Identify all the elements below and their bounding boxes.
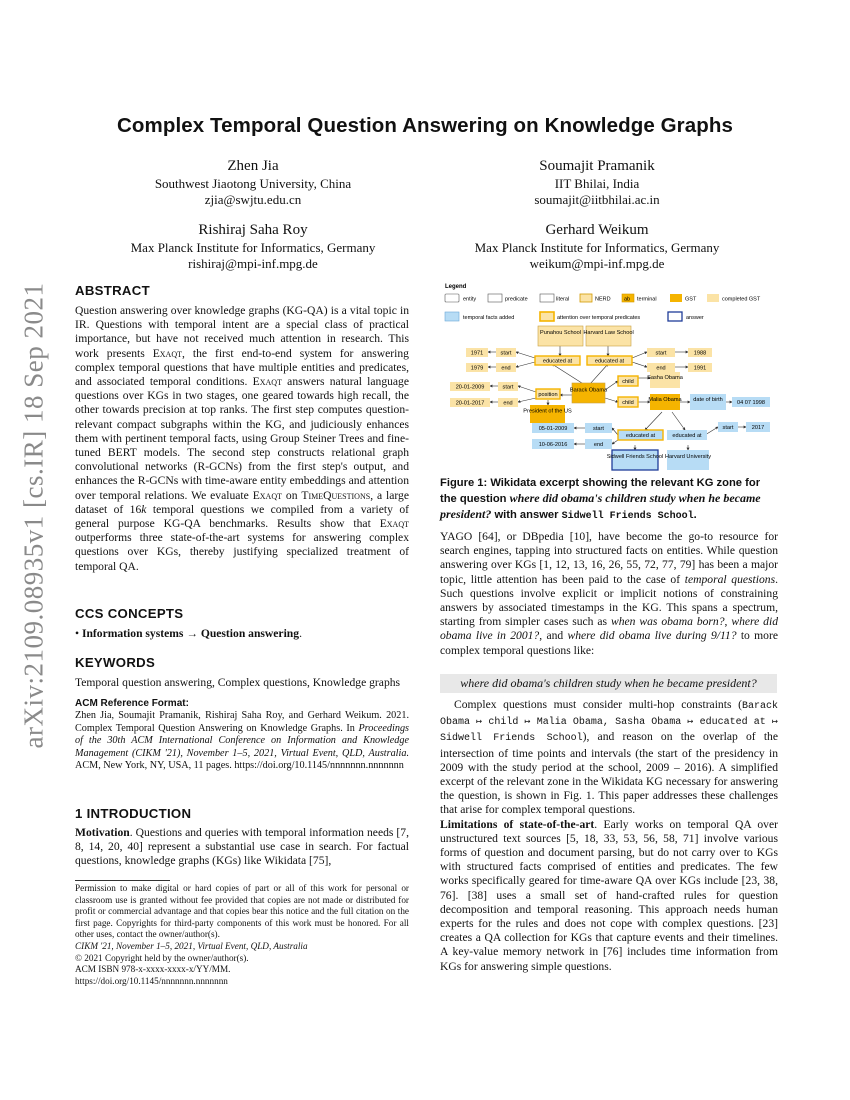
right-para-1 (440, 530, 778, 658)
node-end-5-label: end (593, 442, 604, 448)
node-1991-label: 1991 (693, 365, 707, 372)
legend-gst: GST (685, 296, 697, 303)
system-name: Exaqt (152, 346, 183, 360)
acm-ref-rest[interactable]: ACM, New York, NY, USA, 11 pages. https://doi.org/10.1145/nnnnnnn.nnnnnnn (75, 760, 404, 772)
node-malia-label: Malia Obama (648, 397, 682, 403)
footnote-doi[interactable]: https://doi.org/10.1145/nnnnnnn.nnnnnnn (75, 975, 228, 986)
author-block-2 (452, 156, 742, 208)
node-date-0501-label: 05-01-2009 (538, 426, 568, 432)
rc-text: to more complex temporal questions like: (440, 629, 778, 657)
legend-predicate: predicate (505, 296, 528, 303)
caption-end: . (693, 509, 697, 521)
node-child-2-label: child (622, 400, 634, 406)
ccs-text (75, 627, 409, 641)
author-affiliation: Max Planck Institute for Informatics, Germany (130, 240, 376, 255)
node-president-label: President of the US (523, 408, 572, 415)
node-start-1-label: start (500, 350, 512, 357)
caption-label: Figure 1: Wikidata excerpt showing the relevant KG zone for the question (440, 477, 761, 505)
caption-mid: with answer (491, 509, 562, 521)
system-name: Exaqt (252, 488, 282, 502)
figure-caption (440, 476, 778, 524)
abstract-heading: ABSTRACT (75, 283, 150, 298)
rc-text: . Early works on temporal QA over unstructured text sources [5, 18, 33, 53, 56, 58, 71] involve various forms of question and document parsing, but do not carry over to KGs with structured facts comprised of entities and predicates. The few works specifically geared for time-aware QA over KGs include [23, 38, 76]. [38] uses a small set of hand-crafted rules for question decomposition and temporal reasoning. This approach needs human experts for the rules and does not cope with complex questions. [23] creates a QA collection for KGs that capture events and their timelines. A key-value memory network in [76] includes time information from KGs for answering simple questions. (440, 817, 778, 973)
intro-heading: 1 INTRODUCTION (75, 806, 192, 821)
rc-question: when was obama born? (610, 615, 725, 629)
acm-ref-heading: ACM Reference Format: (75, 698, 189, 709)
node-date-1006-label: 10-06-2016 (538, 442, 568, 448)
footnote-copyright: © 2021 Copyright held by the owner/author(s). (75, 952, 249, 963)
arxiv-stamp (14, 282, 54, 748)
node-educated-at-3-label: educated at (625, 433, 656, 439)
node-end-2-label: end (656, 365, 666, 372)
node-date-2017-label: 20-01-2017 (455, 400, 485, 407)
intro-lead: Motivation (75, 826, 130, 839)
node-harvard-law (586, 326, 631, 346)
node-educated-at-4-label: educated at (672, 433, 702, 439)
legend-nerd: NERD (595, 296, 611, 303)
rc-text: Complex questions must consider multi-hop constraints ( (454, 698, 742, 711)
node-start-2-label: start (655, 350, 667, 357)
author-email[interactable]: soumajit@iitbhilai.ac.in (534, 192, 660, 207)
dataset-name: TimeQuestions (301, 488, 371, 502)
legend-gst-swatch (670, 294, 682, 302)
example-query-box: where did obama's children study when he became president? (440, 674, 777, 693)
intro-body: . Questions and queries with temporal information needs [7, 8, 14, 20, 40] represent a substantial use case in search. For factual questions, knowledge graphs (KGs) like Wikidata [75], (75, 826, 409, 868)
intro-text (75, 826, 409, 869)
node-start-4-label: start (722, 425, 734, 431)
ccs-heading: CCS CONCEPTS (75, 606, 184, 621)
rc-text: , (724, 615, 732, 629)
author-name: Gerhard Weikum (545, 222, 649, 238)
legend-terminal: terminal (637, 296, 657, 303)
author-name: Rishiraj Saha Roy (198, 222, 308, 238)
legend-completed-gst: completed GST (722, 296, 761, 303)
author-affiliation: IIT Bhilai, India (554, 176, 640, 191)
legend-ab: ab (624, 296, 631, 303)
paper-title: Complex Temporal Question Answering on Knowledge Graphs (116, 114, 733, 137)
rc-text: , and (539, 629, 568, 643)
author-block-1 (108, 156, 398, 208)
legend-temporal-swatch (445, 312, 459, 321)
author-affiliation: Max Planck Institute for Informatics, Germany (474, 240, 720, 255)
node-sidwell-label: Sidwell Friends School (606, 454, 664, 460)
abstract-part: outperforms three state-of-the-art systems for answering complex questions over KGs, thereby justifying specialized treatment of temporal QA. (75, 531, 409, 573)
legend-completed-gst-swatch (707, 294, 719, 302)
legend-attention-swatch (540, 312, 554, 321)
abstract-part: answers natural language questions over KGs in two stages, one geared towards high recall, the other towards precision at top ranks. The first step computes question-relevant compact subgraphs within the KG, and judiciously enhances them with pertinent temporal facts, using Group Steiner Trees and fine-tuned BERT models. The second step constructs relational graph convolutional networks (R-GCNs) from the first step's output, and enhances the R-GCNs with time-aware entity embeddings and attention over temporal relations. We evaluate (75, 375, 409, 502)
legend-literal-swatch (540, 294, 554, 302)
author-name: Soumajit Pramanik (539, 158, 655, 174)
legend-nerd-swatch (580, 294, 592, 302)
abstract-part: , a large dataset of 16 (75, 488, 409, 516)
arxiv-stamp-text: arXiv:2109.08935v1 [cs.IR] 18 Sep 2021 (18, 282, 49, 748)
node-child-1-label: child (622, 379, 634, 385)
node-punahou (538, 326, 583, 346)
footnote-venue: CIKM '21, November 1–5, 2021, Virtual Event, QLD, Australia (75, 940, 308, 951)
author-name: Zhen Jia (227, 158, 279, 174)
ccs-bullet: • (75, 627, 82, 640)
node-educated-at-2-label: educated at (594, 358, 625, 365)
node-punahou-label: Punahou School (539, 330, 582, 336)
abstract-part: , the first end-to-end system for answering complex temporal questions that have multiple entities and predicates, and associated temporal conditions. (75, 346, 409, 389)
author-email[interactable]: weikum@mpi-inf.mpg.de (529, 256, 665, 271)
legend-title: Legend (445, 284, 467, 290)
node-2017-label: 2017 (751, 425, 765, 431)
ccs-end: . (299, 627, 302, 640)
system-name: Exaqt (252, 375, 282, 389)
footnote-permission: Permission to make digital or hard copies of part or all of this work for personal or classroom use is granted without fee provided that copies are not made or distributed for profit or commercial advantage and that copies bear this notice and the full citation on the first page. Copyrights for third-party components of this work must be honored. For all other uses, contact the owner/author(s). (75, 883, 409, 940)
acm-ref-authors: Zhen Jia, Soumajit Pramanik, Rishiraj Saha Roy, and Gerhard Weikum. 2021. Complex Temporal Question Answering on Knowledge Graphs. In (75, 710, 409, 734)
kg-diagram (440, 280, 780, 475)
ccs-sub: Question answering (200, 627, 300, 640)
node-1988-label: 1988 (693, 350, 707, 357)
system-name: Exaqt (379, 517, 409, 531)
legend-predicate-swatch (488, 294, 502, 302)
node-1971-label: 1971 (470, 350, 484, 357)
node-date-2009-label: 20-01-2009 (455, 384, 485, 391)
rc-text: . Such questions involve explicit or implicit notions of constraining answers by associated timestamps in the KG. This spans a spectrum, starting from simpler cases such as (440, 572, 778, 629)
node-start-5-label: start (593, 426, 604, 432)
abstract-part: k (141, 502, 147, 516)
legend-entity: entity (463, 296, 477, 303)
rc-text: YAGO [64], or DBpedia [10], have become the go-to resource for search engines, tapping into structured facts on entities. While question answering over KGs [1, 12, 13, 16, 26, 55, 72, 77, 79] has been a major topic, little attention has been paid to the case of (440, 530, 778, 586)
figure-kg-zone (440, 280, 780, 475)
author-block-4 (442, 220, 752, 272)
caption-answer: Sidwell Friends School (561, 511, 694, 522)
legend-literal: literal (556, 296, 570, 303)
rc-lead: Limitations of state-of-the-art (440, 817, 595, 831)
abstract-text (75, 304, 409, 574)
legend-temporal-facts: temporal facts added (463, 315, 515, 321)
abstract-part: on (282, 488, 302, 502)
caption-question: where did obama's children study when he became president? (440, 491, 761, 521)
acm-reference (75, 698, 409, 772)
legend-answer: answer (686, 315, 704, 321)
node-harvard-univ (664, 450, 712, 470)
node-1979-label: 1979 (470, 365, 484, 372)
footnote (75, 883, 409, 987)
ccs-main: Information systems (81, 627, 184, 640)
author-affiliation: Southwest Jiaotong University, China (154, 176, 352, 191)
rc-emph: temporal questions (684, 572, 776, 586)
footnote-rule (75, 880, 170, 881)
node-harvard-law-label: Harvard Law School (583, 330, 634, 336)
node-dob-value-label: 04 07 1998 (737, 400, 765, 406)
node-end-3-label: end (503, 400, 513, 407)
legend-answer-swatch (668, 312, 682, 321)
node-dob-label: date of birth (693, 397, 723, 403)
keywords-heading: KEYWORDS (75, 655, 156, 670)
node-educated-at-1-label: educated at (542, 358, 573, 365)
acm-ref-venue: Proceedings of the 30th ACM International Conference on Information and Knowledge Management (CIKM '21), November 1–5, 2021, Virtual Event, QLD, Australia. (75, 722, 409, 759)
rc-text: ), and reason on the overlap of the intersection of time points and intervals (the start of the presidency in 2009 with the study period at the school, 2009 – 2016). A simplified excerpt of the relevant zone in the Wikidata KG necessary for answering the question, is shown in Fig. 1. This paper addresses these challenges that arise for complex temporal questions. (440, 730, 779, 817)
node-barack-label: Barack Obama (569, 387, 608, 394)
legend-entity-swatch (445, 294, 459, 302)
abstract-part: temporal questions we compiled from a variety of general purpose KG-QA benchmarks. Results show that (75, 502, 409, 531)
author-email[interactable]: rishiraj@mpi-inf.mpg.de (188, 256, 318, 271)
footnote-isbn: ACM ISBN 978-x-xxxx-xxxx-x/YY/MM. (75, 964, 231, 975)
abstract-part: Question answering over knowledge graphs (KG-QA) is a vital topic in IR. Questions with temporal intent are a special class of practical importance, but have not received much attention in research. This work presents (75, 304, 409, 360)
author-email[interactable]: zjia@swjtu.edu.cn (204, 192, 302, 207)
keywords-text: Temporal question answering, Complex questions, Knowledge graphs (75, 676, 401, 689)
node-position-label: position (538, 392, 558, 398)
node-harvard-univ-label: Harvard University (664, 454, 712, 460)
node-end-1-label: end (501, 365, 511, 372)
rc-question: where did obama live during 9/11? (567, 629, 737, 643)
node-sidwell-answer (612, 450, 658, 470)
ccs-arrow: → (183, 627, 201, 640)
rc-question: where did obama live in 2001? (440, 615, 778, 643)
legend-attention: attention over temporal predicates (557, 315, 641, 321)
right-para-2 (440, 698, 778, 974)
node-start-3-label: start (502, 384, 514, 391)
node-sasha-label: Sasha Obama (647, 375, 683, 381)
rc-kg-path: Barack Obama ↦ child ↦ Malia Obama, Sasha Obama ↦ educated at ↦ Sidwell Friends School (440, 701, 778, 745)
author-block-3 (98, 220, 408, 272)
